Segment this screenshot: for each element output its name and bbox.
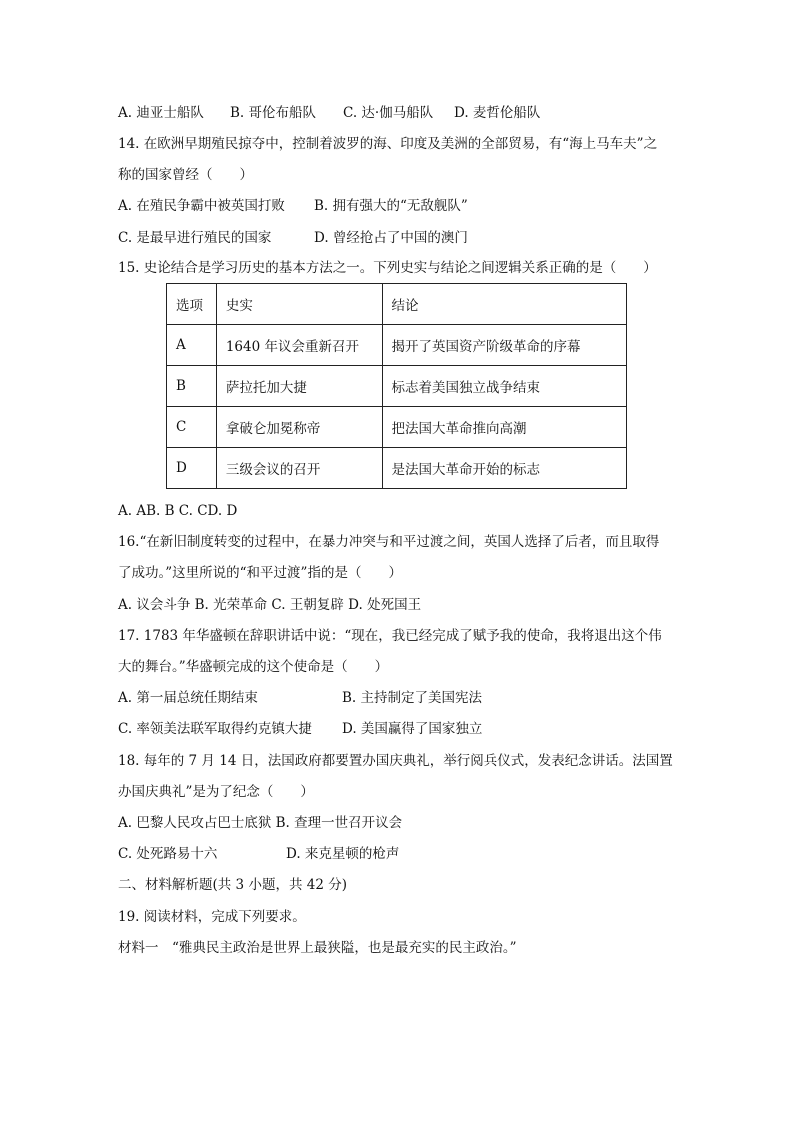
q16-stem-line2: 了成功。”这里所说的“和平过渡”指的是（ ） <box>118 565 402 581</box>
q14-option-d: D. 曾经抢占了中国的澳门 <box>314 230 468 246</box>
table-row <box>167 407 627 448</box>
table-cell: 揭开了英国资产阶级革命的序幕 <box>382 325 626 366</box>
table-row <box>167 366 627 407</box>
q17-stem-line1: 17. 1783 年华盛顿在辞职讲话中说：“现在，我已经完成了赋予我的使命，我将退出这个伟 <box>118 628 662 644</box>
table-cell: 把法国大革命推向高潮 <box>382 407 626 448</box>
q17-stem-line2: 大的舞台。”华盛顿完成的这个使命是（ ） <box>118 659 389 675</box>
q16-options: A. 议会斗争 B. 光荣革命 C. 王朝复辟 D. 处死国王 <box>118 597 422 613</box>
table-cell: 是法国大革命开始的标志 <box>382 448 626 489</box>
q19-stem: 19. 阅读材料，完成下列要求。 <box>118 909 306 925</box>
table-cell: B <box>167 366 217 407</box>
q13-option-a: A. 迪亚士船队 <box>118 105 204 121</box>
q13-option-d: D. 麦哲伦船队 <box>454 105 541 121</box>
q17-option-c: C. 率领美法联军取得约克镇大捷 <box>118 721 312 737</box>
table-cell: A <box>167 325 217 366</box>
q17-option-b: B. 主持制定了美国宪法 <box>342 690 483 706</box>
q13-option-b: B. 哥伦布船队 <box>230 105 317 121</box>
table-header-row <box>167 284 627 325</box>
q14-options-row1 <box>118 197 468 215</box>
q13-option-c: C. 达·伽马船队 <box>343 105 434 121</box>
q14-option-b: B. 拥有强大的“无敌舰队” <box>314 198 468 214</box>
q14-option-a: A. 在殖民争霸中被英国打败 <box>118 198 285 214</box>
q18-stem-line1: 18. 每年的 7 月 14 日，法国政府都要置办国庆典礼，举行阅兵仪式，发表纪念讲话。法国置 <box>118 753 673 769</box>
table-cell: C <box>167 407 217 448</box>
q18-option-d: D. 来克星顿的枪声 <box>286 846 400 862</box>
table-cell: 萨拉托加大捷 <box>216 366 382 407</box>
q18-option-c: C. 处死路易十六 <box>118 846 218 862</box>
q18-stem-line2: 办国庆典礼”是为了纪念（ ） <box>118 784 314 800</box>
table-cell: 标志着美国独立战争结束 <box>382 366 626 407</box>
q13-options <box>118 104 540 122</box>
table-header-cell: 史实 <box>216 284 382 325</box>
q14-options-row2 <box>118 229 468 247</box>
q17-option-d: D. 美国赢得了国家独立 <box>342 721 483 737</box>
q19-material-1: 材料一 “雅典民主政治是世界上最狭隘，也是最充实的民主政治。” <box>118 940 517 956</box>
q18-options-row1: A. 巴黎人民攻占巴士底狱 B. 查理一世召开议会 <box>118 815 403 831</box>
q15-stem: 15. 史论结合是学习历史的基本方法之一。下列史实与结论之间逻辑关系正确的是（ ） <box>118 260 657 276</box>
table-row <box>167 325 627 366</box>
q16-stem-line1: 16.“在新旧制度转变的过程中，在暴力冲突与和平过渡之间，英国人选择了后者，而且取得 <box>118 534 660 550</box>
q15-options: A. AB. B C. CD. D <box>118 503 238 519</box>
q17-option-a: A. 第一届总统任期结束 <box>118 690 258 706</box>
q14-option-c: C. 是最早进行殖民的国家 <box>118 230 272 246</box>
table-cell: 拿破仑加冕称帝 <box>216 407 382 448</box>
q17-options-row2 <box>118 720 482 738</box>
table-cell: 1640 年议会重新召开 <box>216 325 382 366</box>
q14-stem-line1: 14. 在欧洲早期殖民掠夺中，控制着波罗的海、印度及美洲的全部贸易，有“海上马车夫”之 <box>118 136 658 152</box>
q18-options-row2 <box>118 845 399 863</box>
section-heading: 二、材料解析题(共 3 小题，共 42 分) <box>118 877 347 893</box>
table-header-cell: 结论 <box>382 284 626 325</box>
table-cell: D <box>167 448 217 489</box>
table-row <box>167 448 627 489</box>
table-cell: 三级会议的召开 <box>216 448 382 489</box>
q17-options-row1 <box>118 689 482 707</box>
q15-table <box>166 283 627 489</box>
q14-stem-line2: 称的国家曾经（ ） <box>118 167 253 183</box>
table-header-cell: 选项 <box>167 284 217 325</box>
